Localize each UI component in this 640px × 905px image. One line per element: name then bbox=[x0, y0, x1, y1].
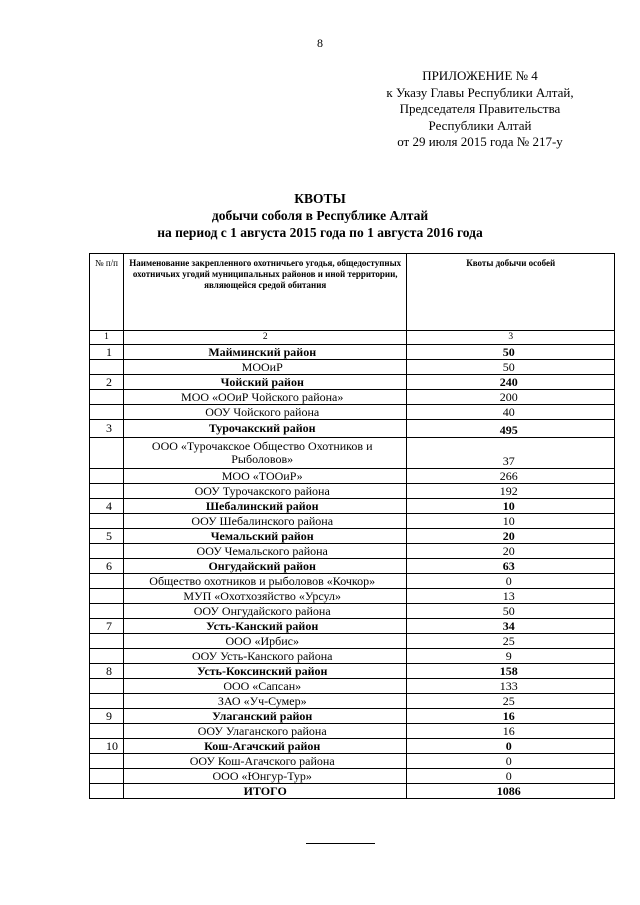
table-header-row bbox=[90, 254, 615, 331]
appendix-date-line: от 29 июля 2015 года № 217-у bbox=[397, 134, 563, 149]
row-index bbox=[90, 589, 124, 604]
quota-value: 50 bbox=[407, 604, 615, 619]
row-index: 6 bbox=[90, 559, 124, 574]
district-name: Майминский район bbox=[123, 345, 406, 360]
row-index bbox=[90, 390, 124, 405]
row-index bbox=[90, 405, 124, 420]
organization-row bbox=[90, 544, 615, 559]
organization-row bbox=[90, 589, 615, 604]
column-number-row bbox=[90, 331, 615, 345]
organization-name: ООУ Усть-Канского района bbox=[123, 649, 406, 664]
district-row bbox=[90, 529, 615, 544]
row-index: 1 bbox=[90, 345, 124, 360]
quota-value: 240 bbox=[407, 375, 615, 390]
organization-row bbox=[90, 360, 615, 375]
row-index bbox=[90, 754, 124, 769]
header-quota: Квоты добычи особей bbox=[407, 254, 615, 331]
quota-value: 266 bbox=[407, 469, 615, 484]
header-name: Наименование закрепленного охотничьего угодья, общедоступных охотничьих угодий муниципальных районов и иной территории, являющейся средой обитания bbox=[123, 254, 406, 331]
total-row bbox=[90, 784, 615, 799]
row-index bbox=[90, 514, 124, 529]
quota-value: 20 bbox=[407, 529, 615, 544]
quota-value: 10 bbox=[407, 514, 615, 529]
document-title bbox=[0, 190, 640, 241]
appendix-header bbox=[330, 68, 630, 151]
row-index bbox=[90, 604, 124, 619]
district-row bbox=[90, 559, 615, 574]
organization-name: ООО «Турочакское Общество Охотников и Рыболовов» bbox=[123, 438, 406, 469]
district-row bbox=[90, 499, 615, 514]
row-index: 8 bbox=[90, 664, 124, 679]
quota-value: 13 bbox=[407, 589, 615, 604]
appendix-title: ПРИЛОЖЕНИЕ № 4 bbox=[422, 68, 538, 83]
header-num: № п/п bbox=[90, 254, 124, 331]
district-name: Усть-Коксинский район bbox=[123, 664, 406, 679]
row-index bbox=[90, 360, 124, 375]
organization-row bbox=[90, 649, 615, 664]
appendix-republic-line: Республики Алтай bbox=[428, 117, 532, 133]
row-index: 5 bbox=[90, 529, 124, 544]
quota-table bbox=[89, 253, 615, 799]
quota-value: 16 bbox=[407, 724, 615, 739]
organization-name: Общество охотников и рыболовов «Кочкор» bbox=[123, 574, 406, 589]
quota-value: 0 bbox=[407, 769, 615, 784]
row-index: 7 bbox=[90, 619, 124, 634]
district-row bbox=[90, 619, 615, 634]
organization-row bbox=[90, 694, 615, 709]
district-name: Улаганский район bbox=[123, 709, 406, 724]
district-row bbox=[90, 420, 615, 438]
row-index bbox=[90, 544, 124, 559]
row-index bbox=[90, 724, 124, 739]
quota-value: 34 bbox=[407, 619, 615, 634]
quota-value: 0 bbox=[407, 739, 615, 754]
organization-row bbox=[90, 514, 615, 529]
district-row bbox=[90, 739, 615, 754]
district-name: Кош-Агачский район bbox=[123, 739, 406, 754]
row-index bbox=[90, 694, 124, 709]
signature-divider bbox=[306, 843, 375, 844]
quota-value: 10 bbox=[407, 499, 615, 514]
district-name: Турочакский район bbox=[123, 420, 406, 438]
appendix-decree-line: к Указу Главы Республики Алтай, bbox=[386, 84, 574, 100]
row-index bbox=[90, 574, 124, 589]
quota-value: 20 bbox=[407, 544, 615, 559]
district-name: Онгудайский район bbox=[123, 559, 406, 574]
title-period: на период с 1 августа 2015 года по 1 августа 2016 года bbox=[157, 225, 483, 240]
quota-value: 0 bbox=[407, 574, 615, 589]
district-row bbox=[90, 709, 615, 724]
appendix-chairman-line: Председателя Правительства bbox=[399, 101, 561, 116]
district-name: Шебалинский район bbox=[123, 499, 406, 514]
organization-name: МОО «ООиР Чойского района» bbox=[123, 390, 406, 405]
row-index: 2 bbox=[90, 375, 124, 390]
organization-row bbox=[90, 769, 615, 784]
organization-name: ООО «Ирбис» bbox=[123, 634, 406, 649]
organization-row bbox=[90, 390, 615, 405]
row-index bbox=[90, 679, 124, 694]
district-row bbox=[90, 375, 615, 390]
row-index: 10 bbox=[90, 739, 124, 754]
quota-value: 37 bbox=[407, 438, 615, 469]
quota-value: 63 bbox=[407, 559, 615, 574]
organization-name: ООУ Кош-Агачского района bbox=[123, 754, 406, 769]
organization-name: ЗАО «Уч-Сумер» bbox=[123, 694, 406, 709]
row-index bbox=[90, 438, 124, 469]
organization-row bbox=[90, 679, 615, 694]
row-index: 9 bbox=[90, 709, 124, 724]
organization-row bbox=[90, 754, 615, 769]
quota-value: 158 bbox=[407, 664, 615, 679]
organization-name: ООУ Шебалинского района bbox=[123, 514, 406, 529]
district-name: Усть-Канский район bbox=[123, 619, 406, 634]
total-label: ИТОГО bbox=[123, 784, 406, 799]
organization-name: ООО «Сапсан» bbox=[123, 679, 406, 694]
title-subject: добычи соболя в Республике Алтай bbox=[211, 208, 429, 223]
organization-row bbox=[90, 574, 615, 589]
organization-row bbox=[90, 604, 615, 619]
row-index bbox=[90, 484, 124, 499]
organization-name: МООиР bbox=[123, 360, 406, 375]
total-value: 1086 bbox=[407, 784, 615, 799]
quota-value: 9 bbox=[407, 649, 615, 664]
row-index bbox=[90, 649, 124, 664]
organization-name: МОО «ТООиР» bbox=[123, 469, 406, 484]
organization-row bbox=[90, 634, 615, 649]
organization-name: ООУ Улаганского района bbox=[123, 724, 406, 739]
row-index bbox=[90, 769, 124, 784]
quota-value: 192 bbox=[407, 484, 615, 499]
organization-row bbox=[90, 724, 615, 739]
organization-row bbox=[90, 469, 615, 484]
row-index: 3 bbox=[90, 420, 124, 438]
organization-row bbox=[90, 405, 615, 420]
quota-value: 50 bbox=[407, 345, 615, 360]
column-number: 3 bbox=[407, 331, 615, 345]
quota-value: 40 bbox=[407, 405, 615, 420]
quota-value: 25 bbox=[407, 634, 615, 649]
organization-name: ООУ Турочакского района bbox=[123, 484, 406, 499]
quota-value: 25 bbox=[407, 694, 615, 709]
row-index bbox=[90, 634, 124, 649]
organization-name: ООУ Чемальского района bbox=[123, 544, 406, 559]
district-row bbox=[90, 664, 615, 679]
title-heading: КВОТЫ bbox=[294, 191, 346, 206]
district-name: Чойский район bbox=[123, 375, 406, 390]
district-name: Чемальский район bbox=[123, 529, 406, 544]
quota-value: 50 bbox=[407, 360, 615, 375]
organization-name: ООУ Чойского района bbox=[123, 405, 406, 420]
quota-value: 0 bbox=[407, 754, 615, 769]
column-number: 2 bbox=[123, 331, 406, 345]
organization-row bbox=[90, 438, 615, 469]
quota-value: 16 bbox=[407, 709, 615, 724]
organization-name: ООУ Онгудайского района bbox=[123, 604, 406, 619]
row-index: 4 bbox=[90, 499, 124, 514]
organization-row bbox=[90, 484, 615, 499]
total-empty-cell bbox=[90, 784, 124, 799]
organization-name: МУП «Охотхозяйство «Урсул» bbox=[123, 589, 406, 604]
district-row bbox=[90, 345, 615, 360]
quota-value: 495 bbox=[407, 420, 615, 438]
row-index bbox=[90, 469, 124, 484]
quota-value: 133 bbox=[407, 679, 615, 694]
quota-value: 200 bbox=[407, 390, 615, 405]
organization-name: ООО «Юнгур-Тур» bbox=[123, 769, 406, 784]
column-number: 1 bbox=[90, 331, 124, 345]
page-number: 8 bbox=[317, 36, 323, 50]
